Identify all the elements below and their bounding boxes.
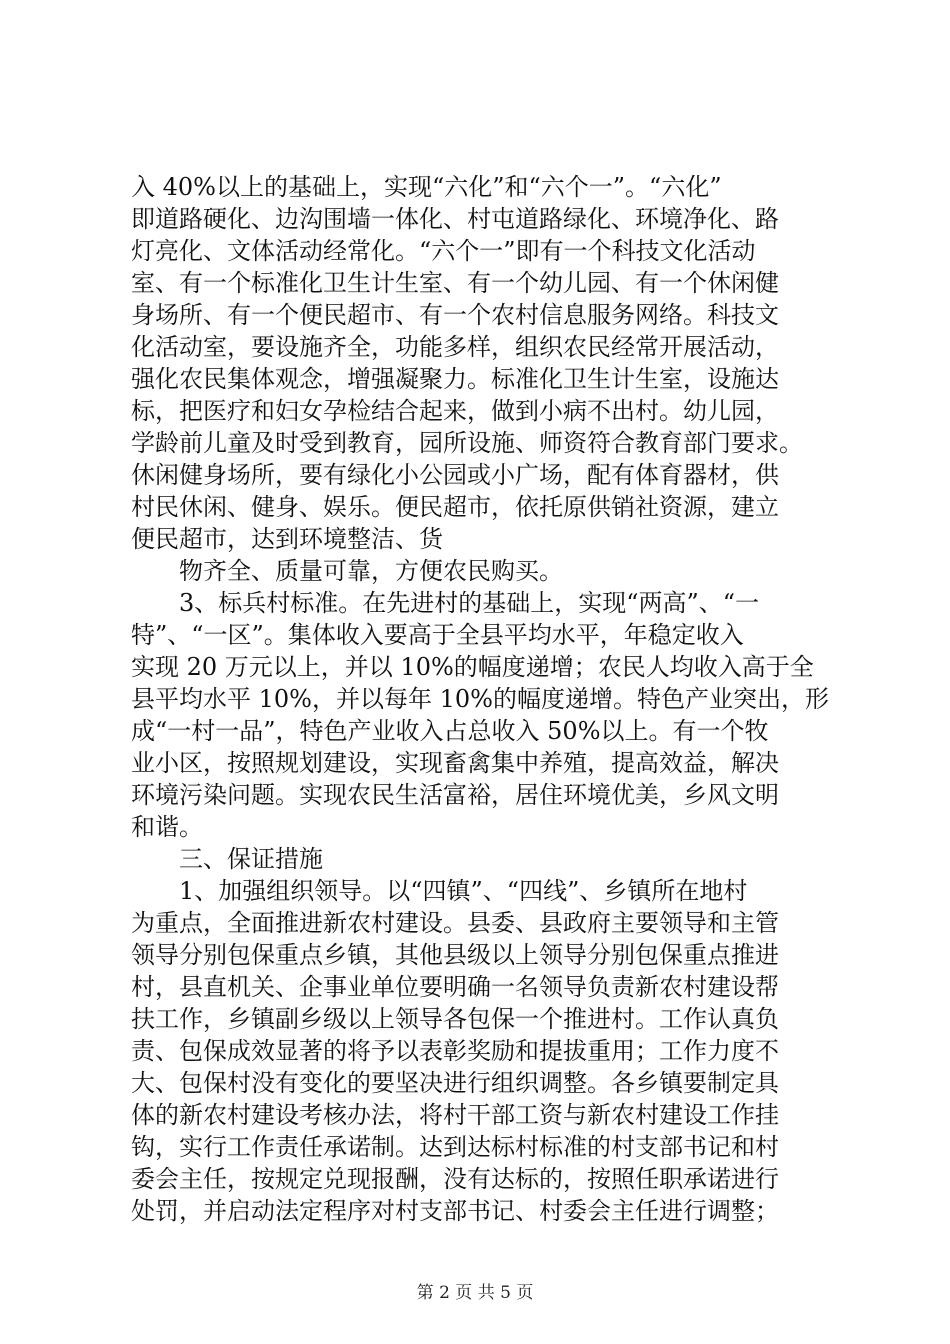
text-line: 灯亮化、文体活动经常化。“六个一”即有一个科技文化活动 [131, 237, 756, 265]
text-line: 扶工作，乡镇副乡级以上领导各包保一个推进村。工作认真负 [131, 1005, 779, 1033]
text-line: 成“一村一品”，特色产业收入占总收入 50%以上。有一个牧 [131, 717, 769, 745]
text-line: 标，把医疗和妇女孕检结合起来，做到小病不出村。幼儿园， [131, 397, 779, 425]
text-line: 便民超市，达到环境整洁、货 [131, 525, 443, 553]
page-footer: 第 2 页 共 5 页 [416, 1283, 534, 1303]
text-line: 委会主任，按规定兑现报酬，没有达标的，按照任职承诺进行 [131, 1165, 779, 1193]
text-line: 处罚，并启动法定程序对村支部书记、村委会主任进行调整； [131, 1197, 779, 1225]
document-body [131, 171, 831, 1227]
text-line: 村，县直机关、企事业单位要明确一名领导负责新农村建设帮 [131, 973, 779, 1001]
text-line: 三、保证措施 [131, 845, 323, 873]
text-line: 3、标兵村标准。在先进村的基础上，实现“两高”、“一 [131, 589, 760, 617]
text-line: 物齐全、质量可靠，方便农民购买。 [131, 557, 563, 585]
text-line: 特”、“一区”。集体收入要高于全县平均水平，年稳定收入 [131, 621, 744, 649]
text-line: 强化农民集体观念，增强凝聚力。标准化卫生计生室，设施达 [131, 365, 779, 393]
text-line: 学龄前儿童及时受到教育，园所设施、师资符合教育部门要求。 [131, 429, 803, 457]
text-line: 1、加强组织领导。以“四镇”、“四线”、乡镇所在地村 [131, 877, 748, 905]
text-line: 和谐。 [131, 813, 203, 841]
text-line: 业小区，按照规划建设，实现畜禽集中养殖，提高效益，解决 [131, 749, 779, 777]
text-line: 室、有一个标准化卫生计生室、有一个幼儿园、有一个休闲健 [131, 269, 779, 297]
text-line: 实现 20 万元以上，并以 10%的幅度递增；农民人均收入高于全 [131, 653, 814, 681]
text-line: 身场所、有一个便民超市、有一个农村信息服务网络。科技文 [131, 301, 779, 329]
text-line: 化活动室，要设施齐全，功能多样，组织农民经常开展活动， [131, 333, 779, 361]
text-line: 环境污染问题。实现农民生活富裕，居住环境优美，乡风文明 [131, 781, 779, 809]
text-line: 县平均水平 10%，并以每年 10%的幅度递增。特色产业突出，形 [131, 685, 829, 713]
text-line: 大、包保村没有变化的要坚决进行组织调整。各乡镇要制定具 [131, 1069, 779, 1097]
text-line: 体的新农村建设考核办法，将村干部工资与新农村建设工作挂 [131, 1101, 779, 1129]
text-line: 责、包保成效显著的将予以表彰奖励和提拔重用；工作力度不 [131, 1037, 779, 1065]
text-line: 钩，实行工作责任承诺制。达到达标村标准的村支部书记和村 [131, 1133, 779, 1161]
text-line: 即道路硬化、边沟围墙一体化、村屯道路绿化、环境净化、路 [131, 205, 779, 233]
text-line: 领导分别包保重点乡镇，其他县级以上领导分别包保重点推进 [131, 941, 779, 969]
text-line: 为重点，全面推进新农村建设。县委、县政府主要领导和主管 [131, 909, 779, 937]
text-line: 休闲健身场所，要有绿化小公园或小广场，配有体育器材，供 [131, 461, 779, 489]
text-line: 村民休闲、健身、娱乐。便民超市，依托原供销社资源，建立 [131, 493, 779, 521]
text-line: 入 40%以上的基础上，实现“六化”和“六个一”。“六化” [131, 173, 722, 201]
